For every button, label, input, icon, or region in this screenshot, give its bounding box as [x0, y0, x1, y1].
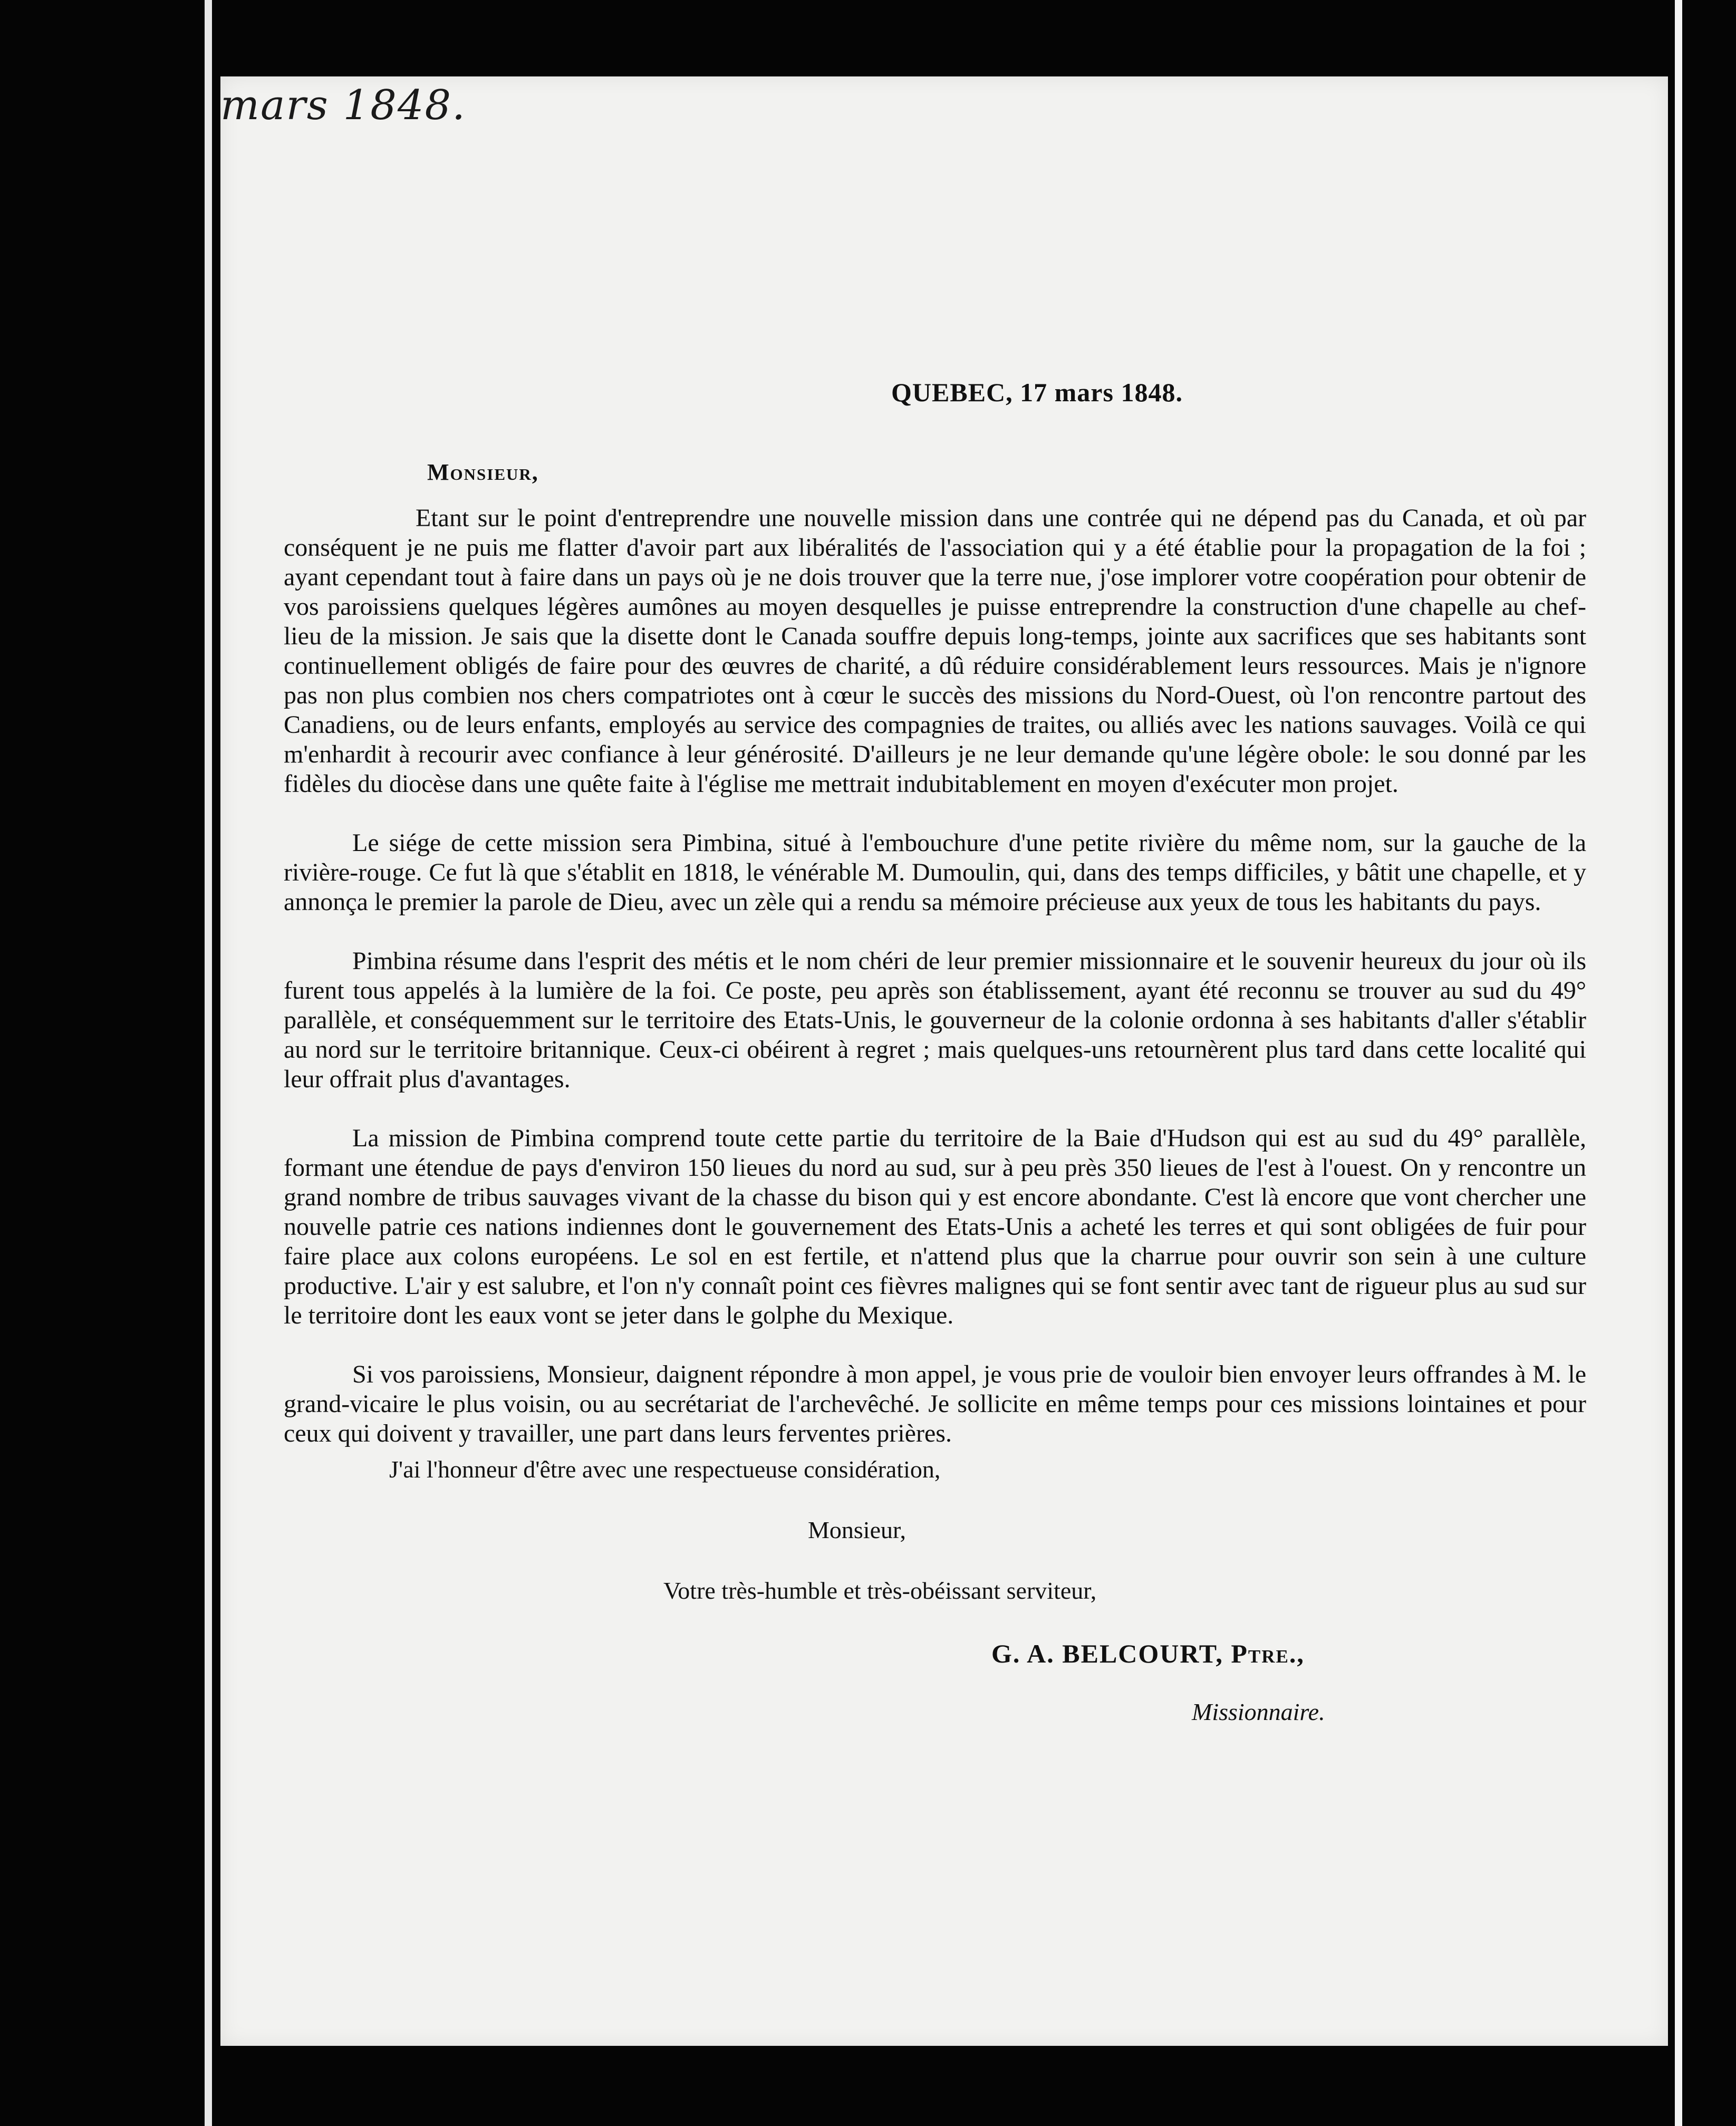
document-page [220, 76, 1668, 2046]
servant-line: Votre très-humble et très-obéissant serviteur, [663, 1577, 1097, 1604]
letter-date-line: QUEBEC, 17 mars 1848. [891, 378, 1183, 407]
scan-edge-left [205, 0, 212, 2126]
signature-role: Missionnaire. [1192, 1698, 1325, 1725]
signature-title: Ptre., [1231, 1639, 1305, 1668]
closing-salutation: Monsieur, [808, 1516, 906, 1543]
paragraph-3: Pimbina résume dans l'esprit des métis et le nom chéri de leur premier missionnaire et le souvenir heureux du jour où ils furent tous appelés à la lumière de la foi. Ce poste, peu après son établissement, ayant été reconnu se trouver au sud du 49° parallèle, et conséquemment sur le territoire des Etats-Unis, le gouverneur de la colonie ordonna à ses habitants d'aller s'établir au nord sur le territoire britannique. Ceux-ci obéirent à regret ; mais quelques-uns retournèrent plus tard dans cette localité qui leur offrait plus d'avantages. [284, 947, 1586, 1093]
scan-edge-right [1675, 0, 1682, 2126]
signature-name: G. A. BELCOURT, [991, 1639, 1231, 1668]
letter-body [284, 504, 1586, 1478]
salutation: Monsieur, [427, 459, 539, 485]
signature [991, 1638, 1305, 1669]
paragraph-5: Si vos paroissiens, Monsieur, daignent répondre à mon appel, je vous prie de vouloir bien envoyer leurs offrandes à M. le grand-vicaire le plus voisin, ou au secrétariat de l'archevêché. Je sollicite en même temps pour ces missions lointaines et pour ceux qui doivent y travailler, une part dans leurs ferventes prières. [284, 1360, 1586, 1447]
closing-line: J'ai l'honneur d'être avec une respectueuse considération, [389, 1456, 941, 1483]
paragraph-1: Etant sur le point d'entreprendre une nouvelle mission dans une contrée qui ne dépend pas du Canada, et où par conséquent je ne puis me flatter d'avoir part aux libéralités de l'association qui y a été établie pour la propagation de la foi ; ayant cependant tout à faire dans un pays où je ne dois trouver que la terre nue, j'ose implorer votre coopération pour obtenir de vos paroissiens quelques légères aumônes au moyen desquelles je puisse entreprendre la construction d'une chapelle au chef-lieu de la mission. Je sais que la disette dont le Canada souffre depuis long-temps, jointe aux sacrifices que ses habitants sont continuellement obligés de faire pour des œuvres de charité, a dû réduire considérablement leurs ressources. Mais je n'ignore pas non plus combien nos chers compatriotes ont à cœur le succès des missions du Nord-Ouest, où l'on rencontre partout des Canadiens, ou de leurs enfants, employés au service des compagnies de traites, ou alliés avec les nations sauvages. Voilà ce qui m'enhardit à recourir avec confiance à leur générosité. D'ailleurs je ne leur demande qu'une légère obole: le sou donné par les fidèles du diocèse dans une quête faite à l'église me mettrait indubitablement en moyen d'exécuter mon projet. [284, 504, 1586, 798]
paragraph-2: Le siége de cette mission sera Pimbina, situé à l'embouchure d'une petite rivière du même nom, sur la gauche de la rivière-rouge. Ce fut là que s'établit en 1818, le vénérable M. Dumoulin, qui, dans des temps difficiles, y bâtit une chapelle, et y annonça le premier la parole de Dieu, avec un zèle qui a rendu sa mémoire précieuse aux yeux de tous les habitants du pays. [284, 829, 1586, 916]
paragraph-4: La mission de Pimbina comprend toute cette partie du territoire de la Baie d'Hudson qui est au sud du 49° parallèle, formant une étendue de pays d'environ 150 lieues du nord au sud, sur à peu près 350 lieues de l'est à l'ouest. On y rencontre un grand nombre de tribus sauvages vivant de la chasse du bison qui y est encore abondante. C'est là encore que vont chercher une nouvelle patrie ces nations indiennes dont le gouvernement des Etats-Unis a acheté les terres et qui sont obligées de fuir pour faire place aux colons européens. Le sol en est fertile, et n'attend plus que la charrue pour ouvrir son sein à une culture productive. L'air y est salubre, et l'on n'y connaît point ces fièvres malignes qui se font sentir avec tant de rigueur plus au sud sur le territoire dont les eaux vont se jeter dans le golphe du Mexique. [284, 1124, 1586, 1329]
handwritten-date-note: mars 1848. [220, 82, 466, 129]
